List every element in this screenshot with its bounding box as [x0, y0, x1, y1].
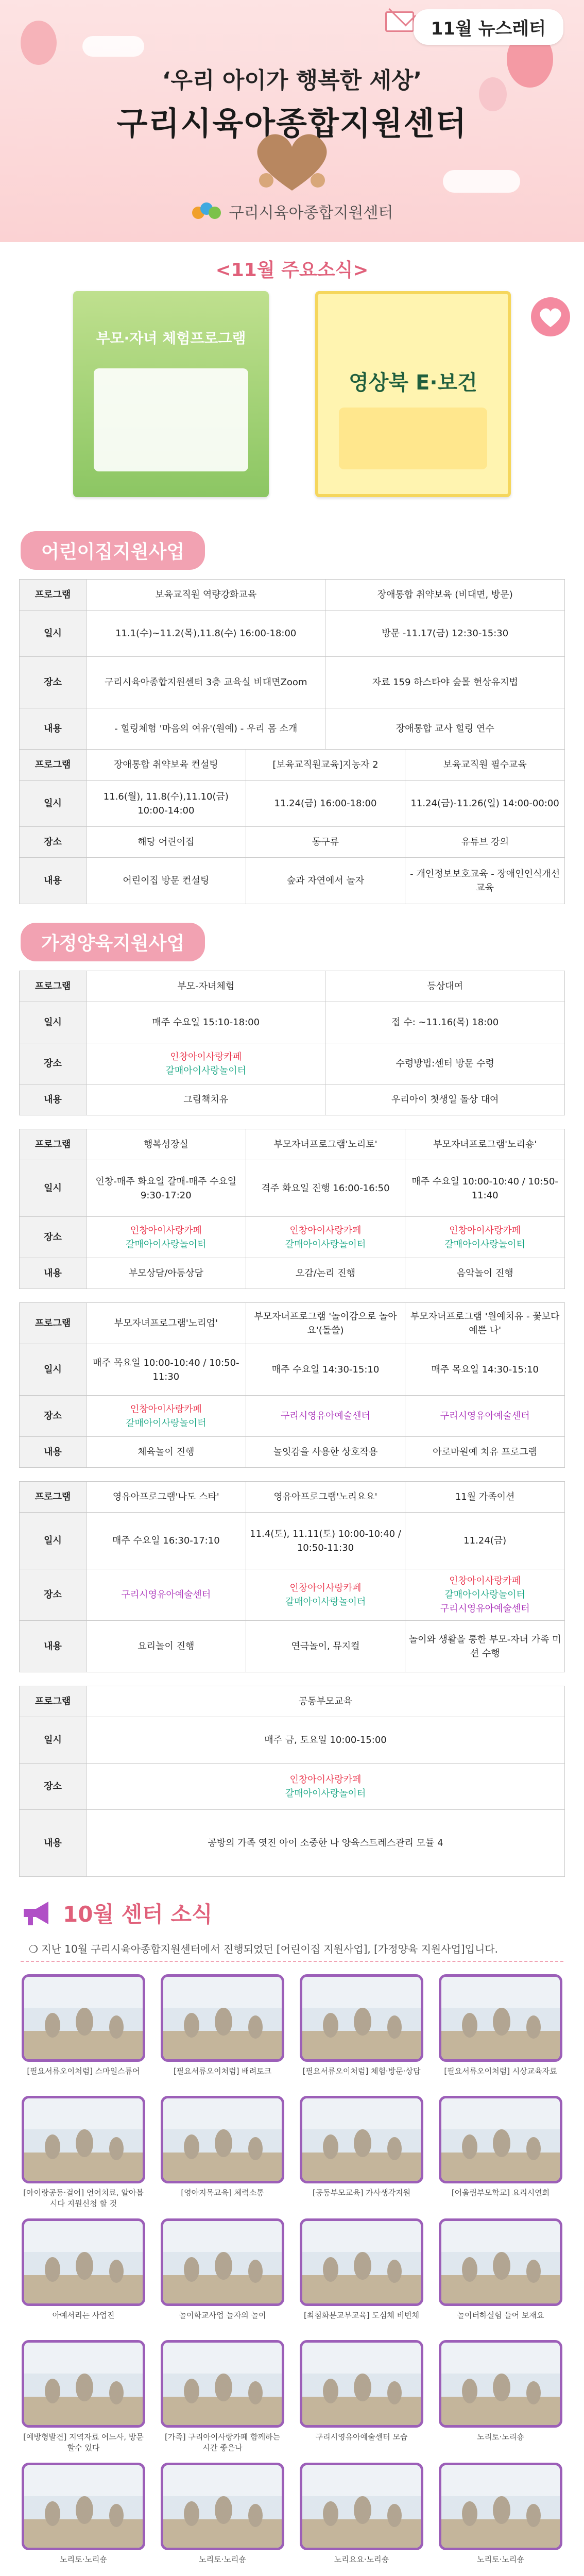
table-cell: 구리시육아종합지원센터 3층 교육실 비대면Zoom: [87, 657, 325, 708]
photo-caption: [필요서류오이처럼] 체험·방문·상담: [302, 2066, 421, 2076]
table-cell: 장애통합 취약보육 (비대면, 방문): [325, 580, 565, 611]
place-galmae: 갈매아이사랑놀이터: [126, 1417, 207, 1429]
table-cell: 숲과 자연에서 놀자: [246, 858, 405, 904]
row-label: 일시: [20, 1160, 87, 1217]
photo-caption: 놀이학교사업 놀자의 놀이: [179, 2311, 266, 2320]
table-cell: 매주 금, 토요일 10:00-15:00: [87, 1717, 565, 1764]
table-row: [20, 611, 565, 657]
table-cell: 부모상담/아동상담: [87, 1258, 246, 1289]
activity-photo: [22, 2096, 145, 2183]
photo-caption: [가족] 구리아이사랑카페 함께하는 시간 좋은나: [164, 2432, 281, 2452]
table-cell: [405, 1217, 565, 1258]
table-row: [20, 1396, 565, 1437]
row-label: 프로그램: [20, 750, 87, 781]
table-row: [20, 1043, 565, 1084]
table-cell: 유튜브 강의: [405, 827, 565, 858]
photo-tile[interactable]: [300, 1974, 423, 2087]
table-cell: 매주 목요일 14:30-15:10: [405, 1344, 565, 1396]
table-cell: [246, 1217, 405, 1258]
table-row: [20, 657, 565, 708]
table-row: [20, 1764, 565, 1810]
photo-caption: [필요서류오이처럼] 시상교육자료: [444, 2066, 557, 2076]
table-row: [20, 1303, 565, 1344]
row-label: 일시: [20, 1717, 87, 1764]
row-label: 장소: [20, 657, 87, 708]
photo-tile[interactable]: [22, 2096, 145, 2209]
row-label: 프로그램: [20, 1482, 87, 1513]
home-table-a: [19, 971, 565, 1115]
table-cell: 놀잇감을 사용한 상호작용: [246, 1437, 405, 1468]
poster-right[interactable]: [315, 291, 511, 497]
row-label: 장소: [20, 1396, 87, 1437]
daycare-table: [19, 579, 565, 904]
table-row: [20, 1084, 565, 1115]
poster-left-title: 부모·자녀 체험프로그램: [96, 330, 246, 347]
photo-tile[interactable]: [161, 1974, 284, 2087]
table-cell: 공동부모교육: [87, 1686, 565, 1717]
activity-photo: [300, 2096, 423, 2183]
place-inchang: 인창아이사랑카페: [170, 1051, 242, 1062]
photo-tile[interactable]: [300, 2340, 423, 2453]
photo-caption: 노리토·노리숑: [477, 2432, 524, 2442]
place-inchang: 인창아이사랑카페: [449, 1575, 521, 1586]
place-arts-center: 구리시영유아예술센터: [246, 1396, 405, 1437]
section-daycare-title: 어린이집지원사업: [21, 531, 205, 570]
cloud-decoration: [443, 170, 520, 193]
table-row: [20, 1160, 565, 1217]
envelope-icon: [385, 11, 414, 32]
table-cell: 보육교직원 역량강화교육: [87, 580, 325, 611]
row-label: 프로그램: [20, 1303, 87, 1344]
place-inchang: 인창아이사랑카페: [449, 1225, 521, 1236]
place-inchang: 인창아이사랑카페: [130, 1225, 202, 1236]
row-label: 내용: [20, 1084, 87, 1115]
row-label: 일시: [20, 611, 87, 657]
table-cell: 등상대여: [325, 971, 565, 1002]
row-label: 내용: [20, 1258, 87, 1289]
photo-tile[interactable]: [22, 2463, 145, 2575]
table-cell: 인창-매주 화요일 갈매-매주 수요일 9:30-17:20: [87, 1160, 246, 1217]
table-cell: 체육놀이 진행: [87, 1437, 246, 1468]
row-label: 프로그램: [20, 580, 87, 611]
table-cell: 영유아프로그램'나도 스타': [87, 1482, 246, 1513]
activity-photo: [439, 2218, 562, 2306]
table-cell: [87, 1043, 325, 1084]
activity-photo: [22, 2218, 145, 2306]
table-row: [20, 1717, 565, 1764]
photo-caption: [아이랑공동·걸어] 언어치료, 알아봅시다 지원신청 할 것: [23, 2188, 144, 2208]
table-cell: 동구류: [246, 827, 405, 858]
logo-text: 구리시육아종합지원센터: [229, 204, 393, 222]
photo-caption: 노리토·노리숑: [477, 2555, 524, 2564]
photo-tile[interactable]: [300, 2218, 423, 2331]
table-row: [20, 827, 565, 858]
photo-tile[interactable]: [22, 2218, 145, 2331]
table-cell: 11.24(금)-11.26(일) 14:00-00:00: [405, 781, 565, 827]
photo-tile[interactable]: [300, 2096, 423, 2209]
photo-caption: [영아지목교육] 체력소통: [181, 2188, 264, 2197]
activity-photo: [439, 2096, 562, 2183]
poster-left[interactable]: [73, 291, 269, 497]
table-cell: 행복성장실: [87, 1129, 246, 1160]
table-row: [20, 750, 565, 781]
place-inchang: 인창아이사랑카페: [130, 1403, 202, 1415]
table-row: [20, 1129, 565, 1160]
balloon-icon: [21, 21, 57, 65]
table-cell: [87, 1764, 565, 1810]
table-row: [20, 1810, 565, 1877]
table-row: [20, 1217, 565, 1258]
table-cell: 격주 화요일 진행 16:00-16:50: [246, 1160, 405, 1217]
photo-grid: [0, 1974, 584, 2575]
activity-photo: [300, 2463, 423, 2550]
row-label: 내용: [20, 858, 87, 904]
table-cell: 11.24(금) 16:00-18:00: [246, 781, 405, 827]
table-cell: [87, 1217, 246, 1258]
row-label: 장소: [20, 1043, 87, 1084]
table-cell: 보육교직원 필수교육: [405, 750, 565, 781]
table-cell: 부모-자녀체험: [87, 971, 325, 1002]
table-cell: 장애통합 취약보육 컨설팅: [87, 750, 246, 781]
table-cell: 아로마원예 치유 프로그램: [405, 1437, 565, 1468]
table-cell: 부모자녀프로그램 '놀이감으로 놀아요'(돌쓸): [246, 1303, 405, 1344]
photo-tile[interactable]: [22, 1974, 145, 2087]
table-cell: 11월 가족이션: [405, 1482, 565, 1513]
place-arts-center: 구리시영유아예술센터: [405, 1396, 565, 1437]
table-cell: 부모자녀프로그램'노리토': [246, 1129, 405, 1160]
poster-left-details: [94, 368, 248, 471]
table-cell: [보육교직원교육]지농자 2: [246, 750, 405, 781]
table-cell: 매주 수요일 16:30-17:10: [87, 1513, 246, 1569]
row-label: 일시: [20, 1513, 87, 1569]
table-row: [20, 1686, 565, 1717]
photo-caption: 노리토·노리숑: [60, 2555, 107, 2564]
table-row: [20, 1258, 565, 1289]
table-row: [20, 1621, 565, 1672]
photo-tile[interactable]: [161, 2218, 284, 2331]
table-row: [20, 1002, 565, 1043]
table-cell: 공방의 가족 엿진 아이 소중한 나 양육스트레스관리 모듈 4: [87, 1810, 565, 1877]
row-label: 내용: [20, 708, 87, 750]
place-arts-center: 구리시영유아예술센터: [440, 1603, 530, 1614]
photo-caption: [예방형발견] 지역자료 어느사, 방문 할수 있다: [23, 2432, 144, 2452]
table-cell: - 힐링체험 '마음의 여유'(원예) - 우리 몸 소개: [87, 708, 325, 750]
photo-tile[interactable]: [439, 2218, 562, 2331]
activity-photo: [439, 1974, 562, 2062]
table-cell: 부모자녀프로그램'노리숑': [405, 1129, 565, 1160]
table-cell: 자료 159 하스타야 숲몰 현상유지법: [325, 657, 565, 708]
row-label: 내용: [20, 1621, 87, 1672]
table-cell: 11.24(금): [405, 1513, 565, 1569]
photo-tile[interactable]: [439, 2340, 562, 2453]
activity-photo: [161, 2463, 284, 2550]
heart-icon: [251, 129, 333, 196]
photo-caption: 아예서리는 사업진: [52, 2311, 115, 2320]
activity-photo: [22, 2463, 145, 2550]
row-label: 일시: [20, 1002, 87, 1043]
table-cell: - 개인정보보호교육 - 장애인인식개선교육: [405, 858, 565, 904]
table-row: [20, 1437, 565, 1468]
activity-photo: [161, 2340, 284, 2428]
table-cell: [246, 1569, 405, 1621]
row-label: 장소: [20, 827, 87, 858]
table-cell: 우리아이 첫생일 돌상 대여: [325, 1084, 565, 1115]
photo-tile[interactable]: [439, 2463, 562, 2575]
row-label: 내용: [20, 1810, 87, 1877]
table-cell: 매주 수요일 15:10-18:00: [87, 1002, 325, 1043]
place-inchang: 인창아이사랑카페: [289, 1225, 362, 1236]
row-label: 장소: [20, 1764, 87, 1810]
table-cell: [87, 1396, 246, 1437]
table-cell: [405, 1569, 565, 1621]
table-cell: 어린이집 방문 컨설팅: [87, 858, 246, 904]
table-cell: 그림책치유: [87, 1084, 325, 1115]
table-cell: 해당 어린이집: [87, 827, 246, 858]
table-cell: 매주 수요일 10:00-10:40 / 10:50-11:40: [405, 1160, 565, 1217]
activities-header: [21, 1897, 584, 1928]
photo-tile[interactable]: [439, 1974, 562, 2087]
row-label: 장소: [20, 1217, 87, 1258]
table-row: [20, 1344, 565, 1396]
photo-tile[interactable]: [161, 2463, 284, 2575]
newsletter-badge: 11월 뉴스레터: [414, 9, 563, 45]
table-cell: 놀이와 생활을 통한 부모-자녀 가족 미션 수행: [405, 1621, 565, 1672]
photo-caption: 노리요요·노리숑: [334, 2555, 389, 2564]
table-cell: 요리놀이 진행: [87, 1621, 246, 1672]
activities-note: ❍ 지난 10월 구리시육아종합지원센터에서 진행되었던 [어린이집 지원사업], [가정양육 지원사업]입니다.: [21, 1936, 563, 1962]
photo-caption: 구리시영유아예술센터 모습: [315, 2432, 408, 2442]
table-cell: 영유아프로그램'노리요요': [246, 1482, 405, 1513]
row-label: 프로그램: [20, 971, 87, 1002]
activity-photo: [161, 2218, 284, 2306]
activity-photo: [300, 2340, 423, 2428]
photo-tile[interactable]: [161, 2340, 284, 2453]
logo-icon: [191, 200, 222, 222]
photo-caption: [공동부모교육] 가사생각지원: [312, 2188, 411, 2197]
place-galmae: 갈매아이사랑놀이터: [285, 1788, 366, 1799]
place-galmae: 갈매아이사랑놀이터: [126, 1239, 207, 1250]
slogan: ‘우리 아이가 행복한 세상’: [162, 67, 422, 94]
row-label: 일시: [20, 1344, 87, 1396]
photo-tile[interactable]: [22, 2340, 145, 2453]
place-galmae: 갈매아이사랑놀이터: [285, 1239, 366, 1250]
home-table-c: [19, 1302, 565, 1468]
heart-balloon-icon: [527, 296, 574, 343]
poster-row: [0, 291, 584, 513]
home-table-e: [19, 1686, 565, 1877]
table-cell: 접 수: ~11.16(목) 18:00: [325, 1002, 565, 1043]
place-inchang: 인창아이사랑카페: [289, 1774, 362, 1785]
activity-photo: [439, 2463, 562, 2550]
activity-photo: [22, 2340, 145, 2428]
home-table-b: [19, 1129, 565, 1289]
table-row: [20, 858, 565, 904]
row-label: 내용: [20, 1437, 87, 1468]
row-label: 프로그램: [20, 1129, 87, 1160]
place-galmae: 갈매아이사랑놀이터: [444, 1589, 525, 1600]
cloud-decoration: [82, 36, 144, 57]
activity-photo: [161, 1974, 284, 2062]
photo-tile[interactable]: [439, 2096, 562, 2209]
page-title: 구리시육아종합지원센터: [116, 105, 468, 142]
place-arts-center: 구리시영유아예술센터: [87, 1569, 246, 1621]
poster-right-title: 영상북 E·보건: [349, 371, 477, 395]
photo-caption: [최첨화분교부교육] 도심체 비번체: [303, 2311, 420, 2320]
table-cell: 11.4(토), 11.11(토) 10:00-10:40 / 10:50-11:30: [246, 1513, 405, 1569]
table-cell: 오감/논리 진행: [246, 1258, 405, 1289]
table-row: [20, 580, 565, 611]
table-cell: 11.6(월), 11.8(수),11.10(금) 10:00-14:00: [87, 781, 246, 827]
center-logo: [0, 200, 584, 223]
home-table-d: [19, 1481, 565, 1672]
table-row: [20, 781, 565, 827]
table-row: [20, 971, 565, 1002]
activity-photo: [439, 2340, 562, 2428]
photo-caption: 놀이터하실험 들어 보재요: [457, 2311, 544, 2320]
table-cell: 음악놀이 진행: [405, 1258, 565, 1289]
table-row: [20, 1513, 565, 1569]
table-cell: 장애통합 교사 힐링 연수: [325, 708, 565, 750]
table-cell: 방문 -11.17(금) 12:30-15:30: [325, 611, 565, 657]
headline: [0, 256, 584, 282]
photo-tile[interactable]: [300, 2463, 423, 2575]
megaphone-icon: [21, 1899, 54, 1927]
activity-photo: [300, 1974, 423, 2062]
activity-photo: [300, 2218, 423, 2306]
table-cell: 연극놀이, 뮤지컬: [246, 1621, 405, 1672]
activities-title: 10월 센터 소식: [63, 1902, 213, 1927]
photo-tile[interactable]: [161, 2096, 284, 2209]
table-cell: 11.1(수)~11.2(목),11.8(수) 16:00-18:00: [87, 611, 325, 657]
headline-text: <11월 주요소식>: [215, 260, 369, 281]
row-label: 일시: [20, 781, 87, 827]
section-home-title: 가정양육지원사업: [21, 923, 205, 961]
table-row: [20, 708, 565, 750]
table-row: [20, 1569, 565, 1621]
table-row: [20, 1482, 565, 1513]
place-inchang: 인창아이사랑카페: [289, 1582, 362, 1594]
table-cell: 부모자녀프로그램 '원예치유 - 꽃보다 예쁜 나': [405, 1303, 565, 1344]
photo-caption: [필요서류오이처럼] 스마일스튜어: [27, 2066, 140, 2076]
activity-photo: [22, 1974, 145, 2062]
row-label: 프로그램: [20, 1686, 87, 1717]
photo-caption: 노리토·노리숑: [199, 2555, 246, 2564]
header: [0, 0, 584, 242]
activity-photo: [161, 2096, 284, 2183]
table-cell: 매주 수요일 14:30-15:10: [246, 1344, 405, 1396]
place-galmae: 갈매아이사랑놀이터: [285, 1596, 366, 1607]
photo-caption: [필요서류오이처럼] 배려토크: [173, 2066, 272, 2076]
place-galmae: 갈매아이사랑놀이터: [444, 1239, 525, 1250]
table-cell: 매주 목요일 10:00-10:40 / 10:50-11:30: [87, 1344, 246, 1396]
poster-right-details: [339, 408, 487, 469]
place-galmae: 갈매아이사랑놀이터: [165, 1065, 246, 1076]
table-cell: 부모자녀프로그램'노리업': [87, 1303, 246, 1344]
photo-caption: [어울림부모학교] 요리시연회: [451, 2188, 550, 2197]
row-label: 장소: [20, 1569, 87, 1621]
table-cell: 수령방법:센터 방문 수령: [325, 1043, 565, 1084]
